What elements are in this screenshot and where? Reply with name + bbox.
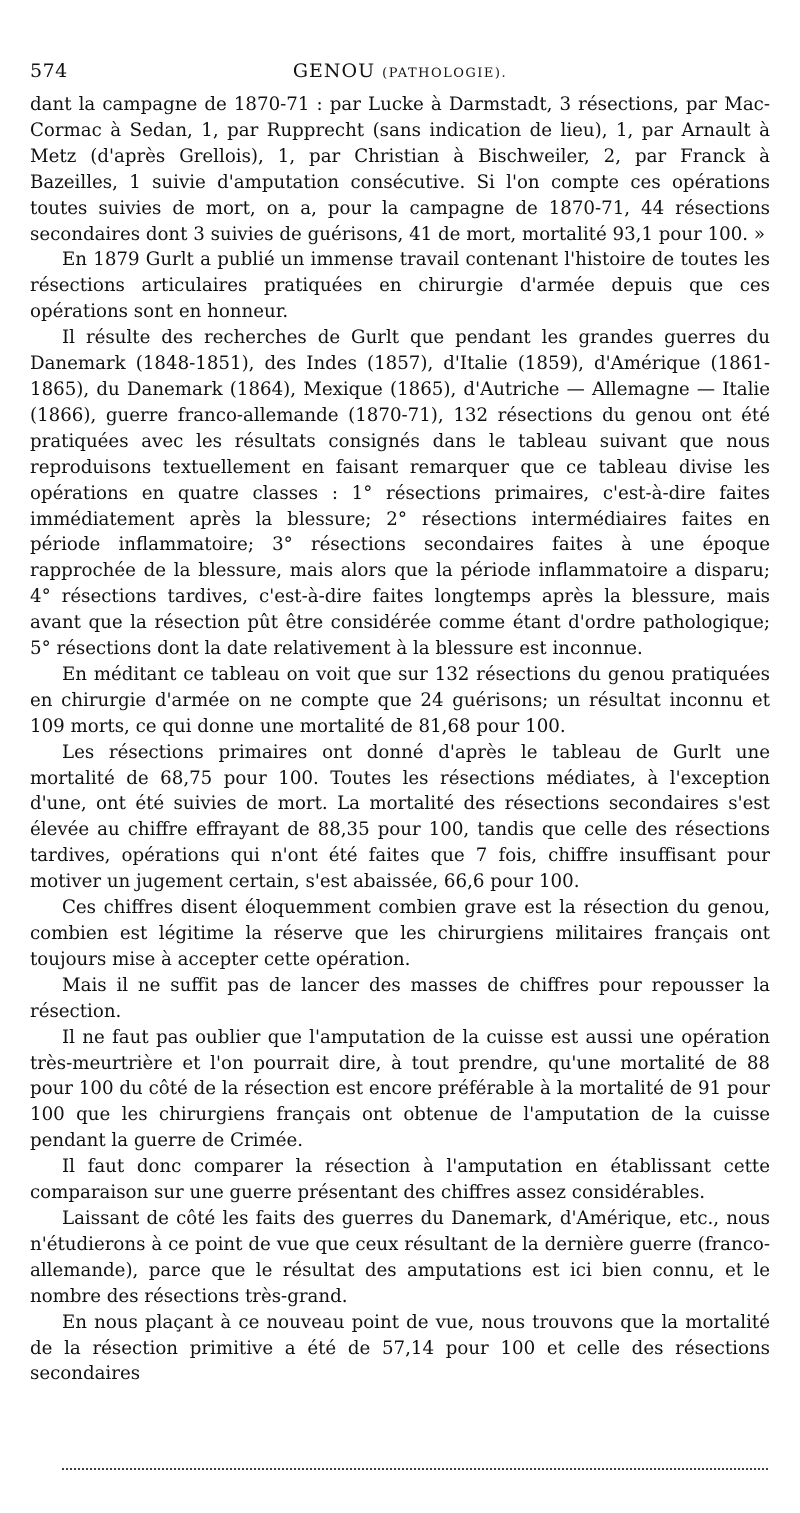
running-title-sub: (PATHOLOGIE). xyxy=(382,66,508,81)
paragraph-continuation: dant la campagne de 1870-71 : par Lucke à Darmstadt, 3 résections, par Mac-Cormac à Sedan, 1, par Rupprecht (sans indication de lieu), 1, par Arnault à Metz (d'après Grellois), 1, par Christian à Bischweiler, 2, par Franck à Bazeilles, 1 suivie d'amputation consécutive. Si l'on compte ces opérations toutes suivies de mort, on a, pour la campagne de 1870-71, 44 résections secondaires dont 3 suivies de guérisons, 41 de mort, mortalité 93,1 pour 100. » xyxy=(30,94,770,245)
paragraph: Les résections primaires ont donné d'après le tableau de Gurlt une mortalité de 68,75 pour 100. Toutes les résections médiates, à l'exception d'une, ont été suivies de mort. La mortalité des résections secondaires s'est élevée au chiffre effrayant de 88,35 pour 100, tandis que celle des résections tardives, opérations qui n'ont été faites que 7 fois, chiffre insuffisant pour motiver un jugement certain, s'est abaissée, 66,6 pour 100. xyxy=(30,741,770,893)
footnote-separator xyxy=(62,1468,768,1470)
running-header xyxy=(30,60,770,88)
paragraph: En méditant ce tableau on voit que sur 132 résections du genou pratiquées en chirurgie d'armée on ne compte que 24 guérisons; un résultat inconnu et 109 morts, ce qui donne une mortalité de 81,68 pour 100. xyxy=(30,663,770,737)
paragraph: Mais il ne suffit pas de lancer des masses de chiffres pour repousser la résection. xyxy=(30,974,770,1022)
paragraph: Il ne faut pas oublier que l'amputation de la cuisse est aussi une opération très-meurtrière et l'on pourrait dire, à tout prendre, qu'une mortalité de 88 pour 100 du côté de la résection est encore préférable à la mortalité de 91 pour 100 que les chirurgiens français ont obtenue de l'amputation de la cuisse pendant la guerre de Crimée. xyxy=(30,1026,770,1152)
running-title-main: GENOU xyxy=(292,60,376,82)
paragraph: En nous plaçant à ce nouveau point de vue, nous trouvons que la mortalité de la résection primitive a été de 57,14 pour 100 et celle des résections secondaires xyxy=(30,1311,770,1385)
paragraph: Il résulte des recherches de Gurlt que pendant les grandes guerres du Danemark (1848-1851), des Indes (1857), d'Italie (1859), d'Amérique (1861-1865), du Danemark (1864), Mexique (1865), d'Autriche — Allemagne — Italie (1866), guerre franco-allemande (1870-71), 132 résections du genou ont été pratiquées avec les résultats consignés dans le tableau suivant que nous reproduisons textuellement en faisant remarquer que ce tableau divise les opérations en quatre classes : 1° résections primaires, c'est-à-dire faites immédiatement après la blessure; 2° résections intermédiaires faites en période inflammatoire; 3° résections secondaires faites à une époque rapprochée de la blessure, mais alors que la période inflammatoire a disparu; 4° résections tardives, c'est-à-dire faites longtemps après la blessure, mais avant que la résection pût être considérée comme étant d'ordre pathologique; 5° résections dont la date relativement à la blessure est inconnue. xyxy=(30,327,770,660)
paragraph: En 1879 Gurlt a publié un immense travail contenant l'histoire de toutes les résections articulaires pratiquées en chirurgie d'armée depuis que ces opérations sont en honneur. xyxy=(30,249,770,323)
paragraph: Il faut donc comparer la résection à l'amputation en établissant cette comparaison sur une guerre présentant des chiffres assez considérables. xyxy=(30,1156,770,1204)
page-number: 574 xyxy=(30,60,68,82)
paragraph: Laissant de côté les faits des guerres du Danemark, d'Amérique, etc., nous n'étudierons à ce point de vue que ceux résultant de la dernière guerre (franco-allemande), parce que le résultat des amputations est ici bien connu, et le nombre des résections très-grand. xyxy=(30,1207,770,1307)
paragraph: Ces chiffres disent éloquemment combien grave est la résection du genou, combien est légitime la réserve que les chirurgiens militaires français ont toujours mise à accepter cette opération. xyxy=(30,897,770,970)
running-title xyxy=(30,60,770,82)
body-text xyxy=(30,92,770,1387)
